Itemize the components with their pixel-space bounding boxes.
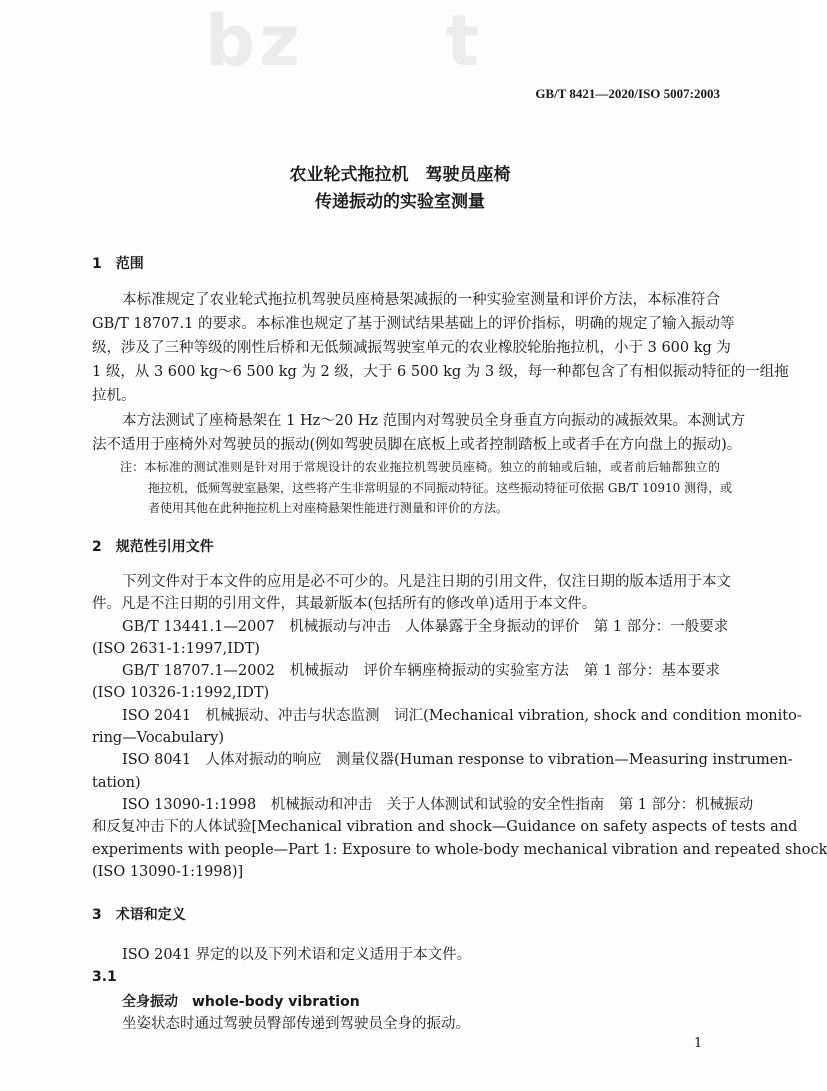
standard-number-header: GB/T 8421—2020/ISO 5007:2003 <box>535 86 720 101</box>
text-line: 拖拉机，低频驾驶室悬架，这些将产生非常明显的不同振动特征。这些振动特征可依据 GB/T 10910 测得，或 <box>148 480 733 495</box>
text-line: 件。凡是不注日期的引用文件，其最新版本(包括所有的修改单)适用于本文件。 <box>92 596 597 613</box>
term-title: 全身振动 whole-body vibration <box>122 994 360 1010</box>
text-line: tation) <box>92 774 141 791</box>
text-line: 法不适用于座椅外对驾驶员的振动(例如驾驶员脚在底板上或者控制踏板上或者手在方向盘上的振动)。 <box>92 437 742 453</box>
text-line: (ISO 10326-1:1992,IDT) <box>92 685 270 702</box>
scope-note <box>120 457 733 519</box>
section-1-heading: 1 范围 <box>92 256 144 272</box>
text-line: 本方法测试了座椅悬架在 1 Hz～20 Hz 范围内对驾驶员全身垂直方向振动的减振效果。本测试方 <box>122 413 746 429</box>
text-line: GB/T 18707.1 的要求。本标准也规定了基于测试结果基础上的评价指标，明确的规定了输入振动等 <box>92 316 735 332</box>
text-line: experiments with people—Part 1: Exposure to whole-body mechanical vibration and repeated shock <box>92 841 827 858</box>
section-3-heading: 3 术语和定义 <box>92 907 186 923</box>
text-line: (ISO 2631-1:1997,IDT) <box>92 640 260 657</box>
text-line: (ISO 13090-1:1998)] <box>92 863 244 880</box>
scope-paragraph-2 <box>92 409 746 457</box>
section-2-heading: 2 规范性引用文件 <box>92 539 214 555</box>
text-line: 本标准规定了农业轮式拖拉机驾驶员座椅悬架减振的一种实验室测量和评价方法，本标准符合 <box>122 292 720 308</box>
scope-paragraph-1 <box>92 288 789 408</box>
title-line-2: 传递振动的实验室测量 <box>315 192 485 212</box>
text-line: 和反复冲击下的人体试验[Mechanical vibration and shock—Guidance on safety aspects of tests and <box>92 819 798 836</box>
watermark: bz t <box>205 0 484 82</box>
page-number: 1 <box>694 1036 703 1051</box>
text-line: 级，涉及了三种等级的刚性后桥和无低频减振驾驶室单元的农业橡胶轮胎拖拉机，小于 3 600 kg 为 <box>92 340 731 356</box>
text-line: 下列文件对于本文件的应用是必不可少的。凡是注日期的引用文件，仅注日期的版本适用于本文 <box>122 574 731 590</box>
text-line: 拉机。 <box>92 388 136 404</box>
text-line: GB/T 13441.1—2007 机械振动与冲击 人体暴露于全身振动的评价 第 1 部分：一般要求 <box>122 618 729 635</box>
text-line: 1 级，从 3 600 kg～6 500 kg 为 2 级，大于 6 500 kg 为 3 级，每一种都包含了有相似振动特征的一组拖 <box>92 364 789 380</box>
text-line: 注：本标准的测试准则是针对用于常规设计的农业拖拉机驾驶员座椅。独立的前轴或后轴，或者前后轴都独立的 <box>120 460 720 474</box>
text-line: ISO 13090-1:1998 机械振动和冲击 关于人体测试和试验的安全性指南 第 1 部分：机械振动 <box>122 796 754 813</box>
text-line: ISO 2041 机械振动、冲击与状态监测 词汇(Mechanical vibration, shock and condition monito- <box>122 707 802 724</box>
text-line: ISO 8041 人体对振动的响应 测量仪器(Human response to vibration—Measuring instrumen- <box>122 752 793 769</box>
text-line: GB/T 18707.1—2002 机械振动 评价车辆座椅振动的实验室方法 第 1 部分：基本要求 <box>122 663 720 680</box>
term-definition: 坐姿状态时通过驾驶员臀部传递到驾驶员全身的振动。 <box>122 1016 470 1032</box>
normative-references <box>92 571 827 883</box>
terms-intro: ISO 2041 界定的以及下列术语和定义适用于本文件。 <box>122 947 472 963</box>
clause-number: 3.1 <box>92 969 117 985</box>
text-line: 者使用其他在此种拖拉机上对座椅悬架性能进行测量和评价的方法。 <box>148 501 509 515</box>
text-line: ring—Vocabulary) <box>92 730 225 747</box>
title-line-1: 农业轮式拖拉机 驾驶员座椅 <box>289 165 511 185</box>
